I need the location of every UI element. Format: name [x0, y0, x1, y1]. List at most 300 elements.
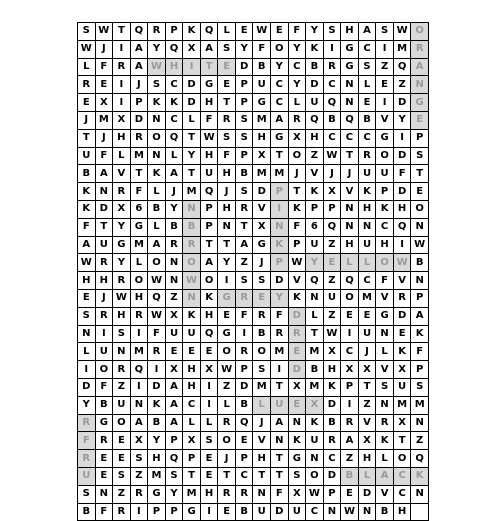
grid-cell: P	[323, 485, 341, 503]
grid-cell: Y	[165, 200, 183, 218]
grid-cell: X	[253, 147, 271, 165]
grid-cell: M	[130, 236, 148, 254]
grid-cell: T	[271, 450, 289, 468]
grid-row	[78, 236, 429, 254]
grid-cell: N	[218, 218, 236, 236]
grid-cell: Z	[130, 467, 148, 485]
grid-cell: S	[376, 378, 394, 396]
grid-cell: C	[358, 272, 376, 290]
grid-cell: E	[165, 343, 183, 361]
grid-cell: N	[183, 289, 201, 307]
grid-cell: R	[130, 307, 148, 325]
grid-row	[78, 58, 429, 76]
grid-cell: P	[271, 183, 289, 201]
grid-cell: N	[411, 272, 429, 290]
grid-cell: H	[200, 307, 218, 325]
grid-cell: H	[200, 485, 218, 503]
grid-cell: Q	[165, 129, 183, 147]
grid-cell: S	[113, 325, 131, 343]
grid-cell: B	[78, 165, 96, 183]
grid-cell: H	[341, 23, 359, 41]
grid-cell: X	[323, 343, 341, 361]
grid-cell: N	[271, 432, 289, 450]
grid-cell: K	[306, 414, 324, 432]
grid-cell: F	[78, 432, 96, 450]
grid-cell: K	[393, 343, 411, 361]
grid-cell: I	[183, 58, 201, 76]
grid-cell: F	[130, 183, 148, 201]
grid-cell: P	[235, 361, 253, 379]
grid-cell: J	[218, 450, 236, 468]
grid-cell: R	[113, 58, 131, 76]
grid-cell: F	[288, 23, 306, 41]
grid-cell: F	[95, 58, 113, 76]
grid-cell: C	[235, 467, 253, 485]
grid-cell: A	[200, 40, 218, 58]
grid-cell: F	[95, 378, 113, 396]
grid-cell: Q	[130, 361, 148, 379]
grid-cell: M	[393, 40, 411, 58]
grid-cell: L	[78, 343, 96, 361]
grid-cell: S	[288, 467, 306, 485]
grid-cell: B	[148, 200, 166, 218]
grid-cell: O	[376, 147, 394, 165]
grid-cell: U	[306, 94, 324, 112]
grid-cell: R	[183, 236, 201, 254]
grid-cell: N	[113, 343, 131, 361]
grid-cell: X	[358, 361, 376, 379]
grid-cell: O	[183, 254, 201, 272]
grid-cell: Z	[323, 236, 341, 254]
grid-cell: H	[113, 307, 131, 325]
grid-cell: S	[358, 58, 376, 76]
grid-cell: A	[411, 307, 429, 325]
grid-cell: P	[165, 23, 183, 41]
grid-cell: Q	[148, 289, 166, 307]
grid-cell: S	[235, 183, 253, 201]
grid-cell: Y	[183, 147, 201, 165]
grid-cell: C	[341, 129, 359, 147]
grid-cell: L	[130, 254, 148, 272]
grid-cell: F	[411, 343, 429, 361]
grid-cell: K	[306, 40, 324, 58]
grid-cell: V	[253, 432, 271, 450]
grid-row	[78, 396, 429, 414]
grid-cell: B	[306, 361, 324, 379]
grid-cell: K	[288, 200, 306, 218]
grid-cell: R	[113, 183, 131, 201]
grid-row	[78, 414, 429, 432]
grid-cell: U	[393, 378, 411, 396]
grid-cell: W	[113, 289, 131, 307]
grid-cell: I	[393, 236, 411, 254]
grid-cell: P	[235, 94, 253, 112]
grid-cell: Z	[165, 289, 183, 307]
grid-cell: B	[341, 467, 359, 485]
grid-cell: N	[148, 147, 166, 165]
grid-cell: O	[341, 289, 359, 307]
grid-row	[78, 218, 429, 236]
grid-cell: I	[271, 361, 289, 379]
grid-cell: Z	[306, 147, 324, 165]
grid-cell: Y	[148, 40, 166, 58]
grid-row	[78, 94, 429, 112]
grid-row	[78, 165, 429, 183]
grid-cell: D	[253, 183, 271, 201]
grid-cell: A	[165, 414, 183, 432]
grid-row	[78, 467, 429, 485]
grid-cell: G	[341, 40, 359, 58]
grid-cell: H	[393, 200, 411, 218]
grid-cell: N	[376, 325, 394, 343]
grid-cell: O	[130, 272, 148, 290]
grid-row	[78, 40, 429, 58]
grid-cell: N	[165, 254, 183, 272]
grid-cell: D	[95, 200, 113, 218]
grid-cell: N	[95, 485, 113, 503]
grid-cell: K	[165, 94, 183, 112]
grid-cell: C	[341, 343, 359, 361]
grid-cell: M	[130, 343, 148, 361]
grid-cell: Y	[271, 289, 289, 307]
grid-cell: Z	[113, 378, 131, 396]
grid-cell: S	[78, 23, 96, 41]
grid-cell: D	[323, 467, 341, 485]
grid-cell: L	[306, 307, 324, 325]
grid-cell: P	[323, 200, 341, 218]
grid-cell: A	[376, 467, 394, 485]
grid-cell: D	[393, 147, 411, 165]
grid-cell: E	[411, 111, 429, 129]
grid-cell: W	[341, 503, 359, 521]
grid-cell: D	[393, 94, 411, 112]
grid-cell: P	[200, 200, 218, 218]
grid-cell: H	[341, 236, 359, 254]
grid-cell: N	[411, 76, 429, 94]
grid-cell: O	[218, 343, 236, 361]
grid-cell: U	[306, 432, 324, 450]
grid-cell: L	[358, 467, 376, 485]
grid-cell: X	[358, 432, 376, 450]
grid-cell: E	[183, 343, 201, 361]
grid-cell: R	[113, 361, 131, 379]
grid-cell: I	[235, 325, 253, 343]
grid-cell: Q	[411, 450, 429, 468]
grid-cell: G	[218, 325, 236, 343]
grid-cell: G	[376, 129, 394, 147]
grid-cell: Q	[306, 272, 324, 290]
grid-cell: U	[253, 76, 271, 94]
grid-cell: Q	[323, 218, 341, 236]
grid-cell: X	[288, 485, 306, 503]
grid-cell: C	[323, 450, 341, 468]
grid-cell: E	[78, 289, 96, 307]
grid-cell: T	[200, 236, 218, 254]
grid-cell: F	[235, 307, 253, 325]
grid-cell: B	[323, 414, 341, 432]
grid-cell: R	[95, 307, 113, 325]
grid-cell: P	[148, 503, 166, 521]
grid-cell: N	[271, 218, 289, 236]
grid-cell: H	[393, 503, 411, 521]
grid-cell: M	[271, 343, 289, 361]
grid-cell: T	[358, 378, 376, 396]
grid-cell: D	[271, 272, 289, 290]
grid-cell: U	[183, 325, 201, 343]
grid-cell: H	[323, 361, 341, 379]
grid-cell: L	[358, 76, 376, 94]
grid-cell: A	[341, 432, 359, 450]
grid-cell: Z	[376, 58, 394, 76]
grid-row	[78, 129, 429, 147]
grid-cell: F	[78, 218, 96, 236]
grid-cell: S	[235, 129, 253, 147]
grid-row	[78, 147, 429, 165]
grid-cell: L	[78, 58, 96, 76]
grid-cell: U	[78, 467, 96, 485]
grid-cell: G	[148, 485, 166, 503]
word-search-grid-body	[78, 23, 429, 521]
grid-cell: R	[113, 272, 131, 290]
grid-cell: R	[130, 129, 148, 147]
grid-cell: R	[148, 23, 166, 41]
grid-cell: A	[95, 165, 113, 183]
grid-cell: P	[165, 503, 183, 521]
grid-cell: Z	[218, 378, 236, 396]
grid-cell: D	[183, 94, 201, 112]
grid-cell: L	[218, 23, 236, 41]
grid-cell: N	[183, 200, 201, 218]
grid-row	[78, 361, 429, 379]
grid-cell: E	[235, 432, 253, 450]
grid-cell: N	[165, 272, 183, 290]
grid-cell: A	[130, 58, 148, 76]
grid-cell: T	[271, 467, 289, 485]
grid-cell: D	[183, 76, 201, 94]
grid-cell: T	[130, 165, 148, 183]
grid-cell: R	[95, 432, 113, 450]
grid-cell: J	[253, 414, 271, 432]
grid-cell: S	[235, 111, 253, 129]
grid-row	[78, 23, 429, 41]
grid-cell: Y	[288, 76, 306, 94]
grid-cell: R	[78, 414, 96, 432]
word-search-grid	[77, 22, 429, 521]
grid-cell: N	[376, 396, 394, 414]
grid-cell: T	[200, 58, 218, 76]
grid-cell: P	[183, 450, 201, 468]
grid-cell: H	[183, 361, 201, 379]
grid-cell: N	[411, 485, 429, 503]
grid-row	[78, 432, 429, 450]
grid-cell: S	[200, 432, 218, 450]
grid-cell: S	[78, 485, 96, 503]
grid-cell: C	[358, 129, 376, 147]
grid-cell: E	[95, 467, 113, 485]
grid-cell: M	[271, 165, 289, 183]
grid-cell: G	[130, 218, 148, 236]
grid-cell: O	[253, 343, 271, 361]
grid-cell: K	[148, 396, 166, 414]
grid-cell: I	[130, 378, 148, 396]
grid-row	[78, 378, 429, 396]
grid-cell: 6	[130, 200, 148, 218]
grid-cell: U	[358, 236, 376, 254]
grid-cell: B	[411, 254, 429, 272]
grid-cell: O	[200, 272, 218, 290]
grid-cell: J	[341, 165, 359, 183]
grid-cell: U	[95, 236, 113, 254]
grid-cell: U	[113, 396, 131, 414]
grid-cell: C	[358, 40, 376, 58]
grid-cell: E	[95, 76, 113, 94]
grid-cell: B	[183, 218, 201, 236]
grid-cell: Q	[165, 450, 183, 468]
grid-cell: T	[271, 147, 289, 165]
grid-cell: Y	[288, 40, 306, 58]
grid-cell: U	[78, 147, 96, 165]
grid-cell: V	[113, 165, 131, 183]
grid-cell: X	[323, 183, 341, 201]
grid-cell: A	[165, 378, 183, 396]
grid-cell: F	[288, 218, 306, 236]
grid-cell: D	[306, 76, 324, 94]
grid-cell: I	[113, 40, 131, 58]
grid-cell: T	[253, 467, 271, 485]
grid-cell: L	[183, 111, 201, 129]
grid-cell: X	[113, 111, 131, 129]
grid-row	[78, 289, 429, 307]
grid-cell: A	[271, 414, 289, 432]
grid-cell: I	[130, 325, 148, 343]
grid-cell: R	[358, 147, 376, 165]
grid-cell: F	[200, 111, 218, 129]
grid-cell: L	[376, 450, 394, 468]
grid-cell: A	[165, 396, 183, 414]
grid-cell: M	[358, 289, 376, 307]
grid-cell: P	[411, 289, 429, 307]
grid-cell: N	[358, 218, 376, 236]
grid-cell: H	[358, 200, 376, 218]
grid-cell: W	[95, 23, 113, 41]
grid-cell: J	[95, 289, 113, 307]
grid-cell: O	[411, 23, 429, 41]
grid-cell: B	[95, 396, 113, 414]
grid-cell: D	[78, 378, 96, 396]
grid-cell: U	[323, 289, 341, 307]
grid-cell: V	[393, 272, 411, 290]
grid-cell: X	[288, 129, 306, 147]
grid-cell: N	[306, 289, 324, 307]
grid-cell: E	[95, 450, 113, 468]
grid-row	[78, 503, 429, 521]
grid-cell: X	[130, 432, 148, 450]
grid-cell: G	[200, 76, 218, 94]
grid-cell: I	[113, 94, 131, 112]
grid-cell: W	[218, 361, 236, 379]
grid-cell: H	[306, 129, 324, 147]
grid-cell: F	[148, 325, 166, 343]
grid-cell: G	[341, 58, 359, 76]
grid-cell: R	[78, 76, 96, 94]
grid-cell: S	[165, 467, 183, 485]
grid-cell: Q	[306, 111, 324, 129]
grid-cell: F	[376, 272, 394, 290]
grid-cell: B	[235, 165, 253, 183]
grid-cell: W	[288, 254, 306, 272]
grid-cell: B	[306, 58, 324, 76]
grid-cell: N	[95, 183, 113, 201]
grid-cell: N	[358, 503, 376, 521]
grid-cell: U	[253, 503, 271, 521]
grid-cell: Y	[113, 254, 131, 272]
grid-cell: J	[323, 165, 341, 183]
grid-cell: W	[148, 272, 166, 290]
grid-cell: Z	[393, 76, 411, 94]
grid-cell: A	[78, 236, 96, 254]
grid-cell: X	[200, 361, 218, 379]
grid-cell: O	[376, 254, 394, 272]
grid-cell: I	[218, 272, 236, 290]
grid-cell: G	[113, 236, 131, 254]
grid-cell: M	[148, 467, 166, 485]
grid-cell: P	[235, 450, 253, 468]
grid-cell: G	[411, 94, 429, 112]
grid-cell: D	[288, 361, 306, 379]
grid-cell: S	[218, 129, 236, 147]
grid-cell: S	[148, 76, 166, 94]
grid-cell: K	[323, 378, 341, 396]
grid-cell	[411, 503, 429, 521]
grid-cell: N	[253, 485, 271, 503]
grid-cell: Q	[323, 94, 341, 112]
grid-cell: Y	[78, 396, 96, 414]
grid-cell: R	[235, 200, 253, 218]
grid-cell: C	[393, 485, 411, 503]
grid-cell: C	[323, 76, 341, 94]
grid-cell: D	[148, 378, 166, 396]
grid-cell: M	[130, 147, 148, 165]
grid-cell: W	[323, 325, 341, 343]
grid-cell: E	[288, 343, 306, 361]
grid-cell: F	[393, 165, 411, 183]
grid-cell: S	[411, 147, 429, 165]
grid-cell: H	[253, 129, 271, 147]
grid-cell: E	[411, 183, 429, 201]
grid-cell: P	[200, 218, 218, 236]
grid-cell: H	[95, 272, 113, 290]
grid-cell: E	[393, 325, 411, 343]
grid-cell: L	[165, 147, 183, 165]
grid-cell: I	[200, 503, 218, 521]
grid-cell: I	[393, 129, 411, 147]
grid-cell: T	[271, 378, 289, 396]
grid-cell: S	[113, 467, 131, 485]
grid-cell: G	[95, 414, 113, 432]
grid-cell: X	[341, 361, 359, 379]
grid-cell: X	[288, 378, 306, 396]
grid-cell: H	[200, 94, 218, 112]
grid-cell: R	[78, 450, 96, 468]
grid-cell: L	[358, 254, 376, 272]
grid-cell: T	[183, 467, 201, 485]
grid-row	[78, 325, 429, 343]
grid-cell: C	[165, 111, 183, 129]
grid-cell: T	[218, 94, 236, 112]
grid-cell: R	[341, 414, 359, 432]
grid-cell: H	[148, 450, 166, 468]
grid-cell: T	[235, 218, 253, 236]
